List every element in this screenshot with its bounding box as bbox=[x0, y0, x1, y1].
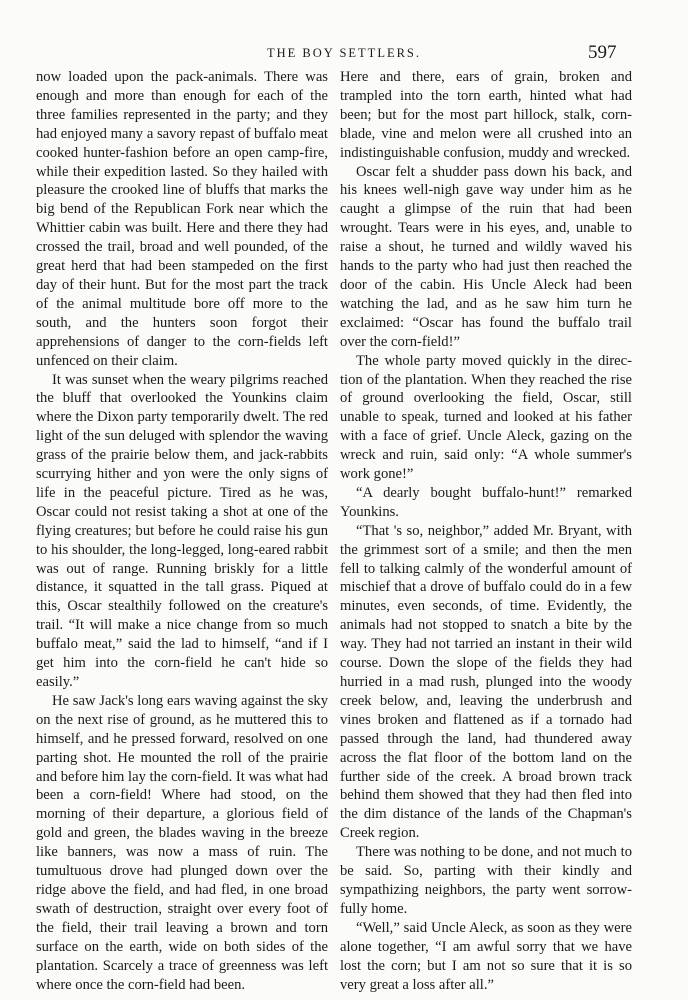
paragraph: Here and there, ears of grain, broken and trampled into the torn earth, hinted what had been; but for the most part hillock, stalk, corn-blade, vine and melon were all crushed into an indistinguishable confusion, muddy and wrecked. bbox=[340, 69, 632, 161]
paragraph: “That 's so, neighbor,” added Mr. Bryant, with the grimmest sort of a smile; and then the men fell to talking calmly of the wonderful amount of mischief that a drove of buffalo could do in a few minutes, even seconds, of time. Evidently, the animals had not stopped to snatch a bite by the way. They had not tarried an instant in their wild course. Down the slope of the fields they had hurried in a mad rush, plunged into the woody creek below, and, leaving the underbrush and vines broken and flattened as if a tornado had passed through the land, had thundered away across the flat floor of the bottom land on the further side of the creek. A broad brown track behind them showed that they had then fled into the dim distance of the lands of the Chapman's Creek region. bbox=[340, 522, 632, 842]
paragraph: “Well,” said Uncle Aleck, as soon as they were alone together, “I am awful sorry that we have lost the corn; but I am not so sure that it is so very great a loss after all.” bbox=[340, 919, 632, 993]
paragraph: now loaded upon the pack-animals. There was enough and more than enough for each of the three families represented in the party; and they had enjoyed many a savory repast of buffalo meat cooked hunter-fashion before an open camp-fire, while their expedition lasted. So they hailed with pleasure the crooked line of bluffs that marks the big bend of the Republican Fork near which the Whittier cabin was built. Here and there they had crossed the trail, broad and well pounded, of the great herd that had been stampeded on the first day of their hunt. But for the most part the track of the animal multitude bore off more to the south, and the hunters soon forgot their apprehensions of danger to the corn-fields left unfenced on their claim. bbox=[36, 69, 328, 369]
page-number: 597 bbox=[588, 42, 617, 63]
running-title: THE BOY SETTLERS. bbox=[266, 46, 422, 60]
paragraph: “A dearly bought buffalo-hunt!” remarked Younkins. bbox=[340, 484, 632, 520]
paragraph: He saw Jack's long ears waving against the sky on the next rise of ground, as he muttered this to himself, and he pressed forward, resolved on one parting shot. He mounted the roll of the prairie and before him lay the corn-field. It was what had been a corn-field! Where had stood, on the morning of their departure, a glorious field of gold and green, the blades waving in the breeze like banners, was now a mass of ruin. The tumultuous drove had plunged down over the ridge above the field, and had fled, in one broad swath of destruction, straight over every foot of the field, their trail leaving a brown and torn surface on the earth, wide on both sides of the plantation. Scarcely a trace of greenness was left where once the corn-field had been. bbox=[36, 692, 328, 993]
paragraph: Oscar felt a shudder pass down his back, and his knees well-nigh gave way under him as he caught a glimpse of the ruin that had been wrought. Tears were in his eyes, and, unable to raise a shout, he turned and wildly waved his hands to the party who had just then reached the door of the cabin. His Uncle Aleck had been watching the lad, and as he saw him turn he exclaimed: “Oscar has found the buffalo trail over the corn-field!” bbox=[340, 163, 632, 350]
left-column bbox=[36, 68, 328, 994]
right-column bbox=[340, 68, 632, 994]
paragraph: The whole party moved quickly in the direction of the plantation. When they reached the rise of ground overlooking the field, Oscar, still unable to speak, turned and looked at his father with a face of grief. Uncle Aleck, gazing on the wreck and ruin, said only: “A whole summer's work gone!” bbox=[340, 352, 632, 483]
paragraph: There was nothing to be done, and not much to be said. So, parting with their kindly and sympathizing neighbors, the party went sorrowfully home. bbox=[340, 844, 632, 917]
page-header bbox=[0, 40, 688, 70]
paragraph: It was sunset when the weary pilgrims reached the bluff that overlooked the Younkins claim where the Dixon party temporarily dwelt. The red light of the sun deluged with splendor the waving grass of the prairie below them, and jack-rabbits scurrying hither and yon were the only signs of life in the peaceful picture. Tired as he was, Oscar could not resist taking a shot at one of the flying creatures; but before he could raise his gun to his shoulder, the long-legged, long-eared rabbit was out of range. Running briskly for a little distance, it squatted in the tall grass. Piqued at this, Oscar stealthily followed on the creature's trail. “It will make a nice change from so much buffalo meat,” said the lad to himself, “and if I get him into the corn-field he can't hide so easily.” bbox=[36, 371, 328, 690]
